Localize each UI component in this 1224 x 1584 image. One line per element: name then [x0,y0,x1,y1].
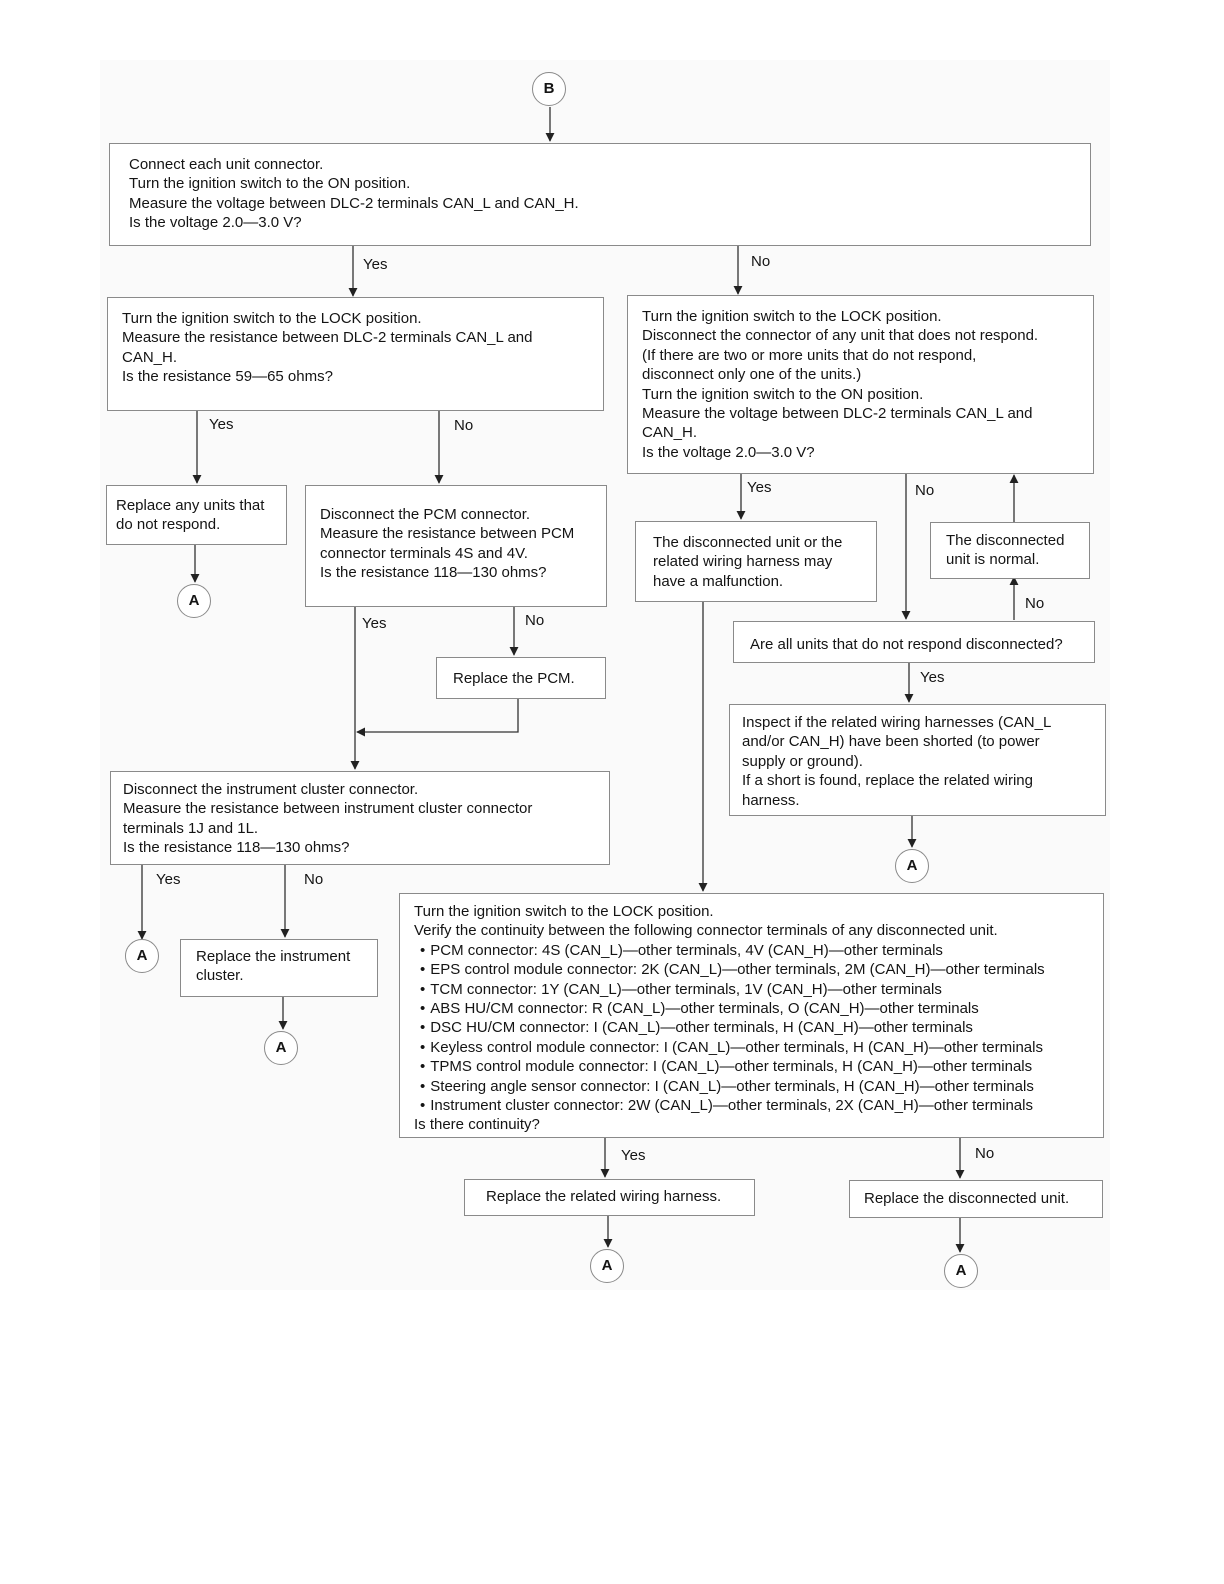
list-item: • EPS control module connector: 2K (CAN_L)—other terminals, 2M (CAN_H)—other terminals [414,960,1095,979]
step-text-line: Disconnect the instrument cluster connector. [123,781,419,798]
list-item: • Instrument cluster connector: 2W (CAN_L)—other terminals, 2X (CAN_H)—other terminals [414,1096,1095,1115]
step-text-line: do not respond. [116,516,221,534]
step-text-line: Is the voltage 2.0—3.0 V? [642,443,815,461]
step-text-line: Replace any units that [116,497,265,514]
step-text-line: If a short is found, replace the related wiring [742,772,1033,790]
action-replace-pcm [436,657,606,699]
no-label: No [304,871,324,888]
connector-a: A [944,1254,978,1288]
yes-label: Yes [209,416,234,433]
step-text-line: Measure the resistance between instrument cluster connector [123,800,533,818]
action-inspect-harness [729,704,1106,816]
list-item: • ABS HU/CM connector: R (CAN_L)—other terminals, O (CAN_H)—other terminals [414,999,1095,1018]
step-text-line: Replace the PCM. [453,670,575,687]
step-text-line: harness. [742,791,800,809]
step-text-line: The disconnected unit or the [653,534,843,551]
step-text-line: Turn the ignition switch to the ON position. [129,175,411,193]
step-text-line: unit is normal. [946,551,1040,569]
step-disconnect-unit [627,295,1094,474]
connector-terminal-list [414,941,1095,1116]
action-replace-cluster [180,939,378,997]
step-text-line: Disconnect the PCM connector. [320,506,531,523]
step-text-line: Measure the voltage between DLC-2 terminals CAN_L and [642,405,1033,423]
edge-replace-pcm-merge [357,698,518,732]
step-text-line: The disconnected [946,532,1065,549]
no-label: No [1025,595,1045,612]
no-label: No [454,417,474,434]
step-text-line: Turn the ignition switch to the LOCK position. [642,308,942,325]
step-text-line: Is the resistance 59—65 ohms? [122,368,333,386]
list-item: • TPMS control module connector: I (CAN_L)—other terminals, H (CAN_H)—other terminals [414,1057,1095,1076]
result-unit-normal [930,522,1090,579]
step-all-disconnected [733,621,1095,663]
step-text-line: Turn the ignition switch to the ON position. [642,385,924,403]
step-text-line: (If there are two or more units that do not respond, [642,346,977,364]
step-text-line: CAN_H. [642,424,698,442]
step-check-voltage [109,143,1091,246]
step-text-line: Measure the resistance between PCM [320,525,575,543]
step-text-line: Inspect if the related wiring harnesses (CAN_L [742,714,1052,731]
connector-a: A [125,939,159,973]
step-check-continuity [399,893,1104,1138]
list-item: • Steering angle sensor connector: I (CAN_L)—other terminals, H (CAN_H)—other terminals [414,1077,1095,1096]
yes-label: Yes [621,1147,646,1164]
step-text-line: CAN_H. [122,348,178,366]
step-text-line: terminals 1J and 1L. [123,819,259,837]
action-replace-unit [849,1180,1103,1218]
list-item: • Keyless control module connector: I (CAN_L)—other terminals, H (CAN_H)—other terminals [414,1038,1095,1057]
step-text-line: and/or CAN_H) have been shorted (to power [742,733,1040,751]
connector-a: A [264,1031,298,1065]
no-label: No [751,253,771,270]
connector-a: A [590,1249,624,1283]
no-label: No [975,1145,995,1162]
step-text-line: Replace the disconnected unit. [864,1190,1070,1207]
action-replace-harness [464,1179,755,1216]
yes-label: Yes [920,669,945,686]
step-text-line: Measure the voltage between DLC-2 terminals CAN_L and CAN_H. [129,194,579,212]
step-text-line: Measure the resistance between DLC-2 terminals CAN_L and [122,329,533,347]
list-item: • PCM connector: 4S (CAN_L)—other terminals, 4V (CAN_H)—other terminals [414,941,1095,960]
step-text-line: related wiring harness may [653,553,833,571]
connector-a: A [895,849,929,883]
connector-b: B [532,72,566,106]
step-text-line: Replace the instrument [196,948,351,965]
step-text-line: Is the resistance 118—130 ohms? [123,839,350,857]
list-item: • DSC HU/CM connector: I (CAN_L)—other terminals, H (CAN_H)—other terminals [414,1018,1095,1037]
step-text-line: Connect each unit connector. [129,156,324,173]
step-text-line: Turn the ignition switch to the LOCK position. [414,903,714,920]
step-check-resistance [107,297,604,411]
result-unit-malfunction [635,521,877,602]
yes-label: Yes [747,479,772,496]
step-check-pcm [305,485,607,607]
step-text-line: cluster. [196,967,244,985]
no-label: No [525,612,545,629]
step-text-line: Is there continuity? [414,1116,540,1134]
connector-a: A [177,584,211,618]
step-text-line: Verify the continuity between the following connector terminals of any disconnected unit. [414,922,998,940]
step-text-line: Are all units that do not respond disconnected? [750,636,1063,653]
step-check-cluster [110,771,610,865]
step-text-line: disconnect only one of the units.) [642,366,862,384]
list-item: • TCM connector: 1Y (CAN_L)—other terminals, 1V (CAN_H)—other terminals [414,980,1095,999]
action-replace-units [106,485,287,545]
yes-label: Yes [363,256,388,273]
yes-label: Yes [362,615,387,632]
step-text-line: supply or ground). [742,752,863,770]
no-label: No [915,482,935,499]
step-text-line: Is the resistance 118—130 ohms? [320,564,547,582]
step-text-line: Turn the ignition switch to the LOCK position. [122,310,422,327]
step-text-line: connector terminals 4S and 4V. [320,544,528,562]
step-text-line: Disconnect the connector of any unit that does not respond. [642,327,1039,345]
step-text-line: have a malfunction. [653,572,784,590]
step-text-line: Is the voltage 2.0—3.0 V? [129,214,302,232]
step-text-line: Replace the related wiring harness. [486,1188,722,1205]
yes-label: Yes [156,871,181,888]
